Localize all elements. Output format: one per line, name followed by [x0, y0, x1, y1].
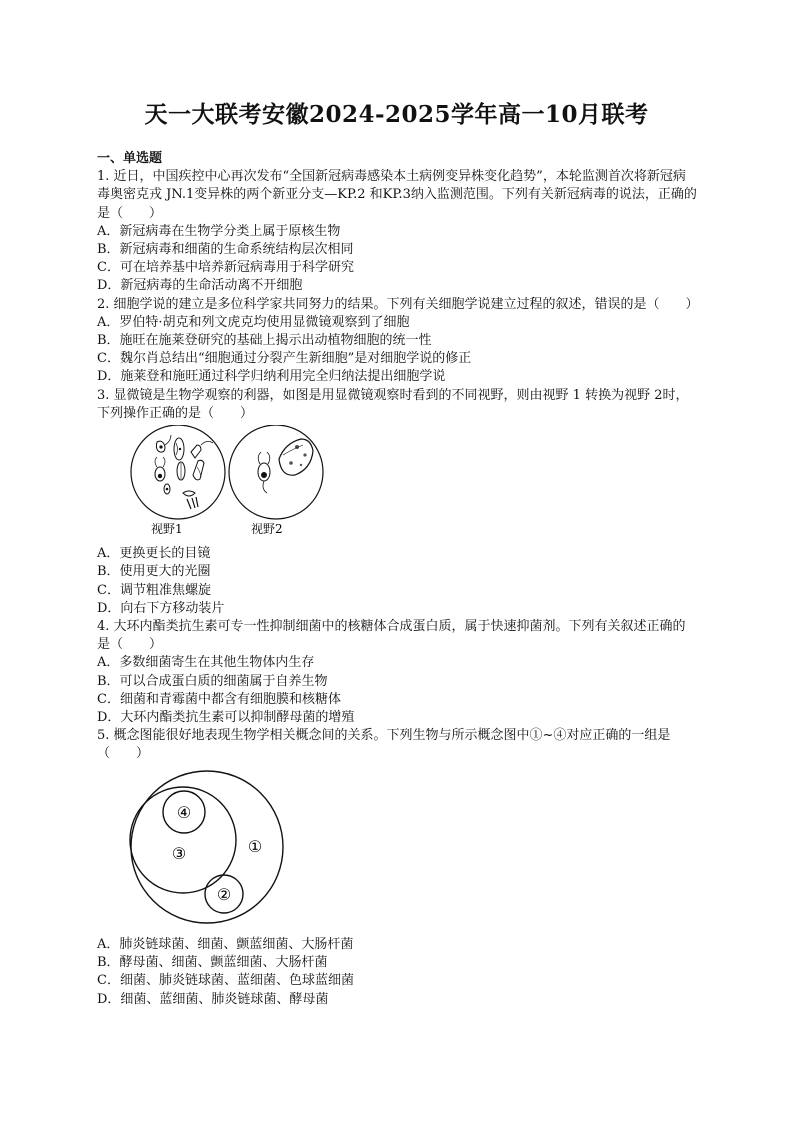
question-stem: 2. 细胞学说的建立是多位科学家共同努力的结果。下列有关细胞学说建立过程的叙述，错误的是（ ）	[97, 296, 699, 312]
option-b: B．使用更大的光圈	[97, 564, 211, 580]
option-b: B．可以合成蛋白质的细菌属于自养生物	[97, 673, 328, 689]
option-c: C．可在培养基中培养新冠病毒用于科学研究	[97, 260, 354, 276]
concept-label-1: ①	[247, 836, 263, 856]
microscope-fields-figure	[97, 425, 337, 537]
field-label-1: 视野1	[151, 522, 183, 537]
option-c: C．细菌和青霉菌中都含有细胞膜和核糖体	[97, 691, 341, 707]
question-stem: 3. 显微镜是生物学观察的利器，如图是用显微镜观察时看到的不同视野，则由视野 1 转换为视野 2时，下列操作正确的是（ ）	[97, 387, 689, 421]
cell-sketch-leaf-cell	[193, 460, 204, 480]
question-3	[97, 387, 697, 618]
cell-sketch-euglena	[156, 435, 171, 452]
question-4	[97, 618, 697, 727]
question-5	[97, 727, 697, 1008]
section-heading: 一、单选题	[97, 151, 163, 166]
option-b: B．酵母菌、细菌、颤蓝细菌、大肠杆菌	[97, 955, 328, 971]
question-stem: 5. 概念图能很好地表现生物学相关概念间的关系。下列生物与所示概念图中①~④对应正确的一组是（ ）	[97, 728, 671, 762]
question-2	[97, 296, 697, 387]
exam-content	[97, 150, 697, 1009]
concept-map-figure	[97, 766, 297, 928]
cell-sketch-small	[164, 484, 170, 494]
option-d: D．新冠病毒的生命活动离不开细胞	[97, 278, 303, 294]
cell-sketch-paramecium-large	[279, 439, 313, 475]
field-of-view-1	[131, 425, 225, 519]
question-1	[97, 168, 697, 295]
option-c: C．细菌、肺炎链球菌、蓝细菌、色球蓝细菌	[97, 973, 354, 989]
option-a: A．更换更长的目镜	[97, 546, 211, 562]
option-a: A．多数细菌寄生在其他生物体内生存	[97, 655, 315, 671]
option-b: B．新冠病毒和细菌的生命系统结构层次相同	[97, 242, 354, 258]
field-of-view-2	[229, 425, 323, 519]
option-a: A．肺炎链球菌、细菌、颤蓝细菌、大肠杆菌	[97, 936, 354, 952]
question-stem: 4. 大环内酯类抗生素可专一性抑制细菌中的核糖体合成蛋白质，属于快速抑菌剂。下列有关叙述正确的是（ ）	[97, 619, 686, 653]
cell-sketch-chlamydomonas	[155, 457, 165, 481]
concept-label-4: ④	[176, 802, 192, 822]
concept-label-2: ②	[216, 884, 232, 904]
option-d: D．细菌、蓝细菌、肺炎链球菌、酵母菌	[97, 991, 329, 1007]
cell-sketch-chlamydomonas-large	[258, 452, 270, 493]
option-c: C．魏尔肖总结出“细胞通过分裂产生新细胞”是对细胞学说的修正	[97, 351, 472, 367]
page-title: 天一大联考安徽2024-2025学年高一10月联考	[144, 101, 649, 128]
option-d: D．大环内酯类抗生素可以抑制酵母菌的增殖	[97, 710, 355, 726]
cell-sketch-chain	[183, 491, 198, 509]
option-a: A．罗伯特·胡克和列文虎克均使用显微镜观察到了细胞	[97, 314, 410, 330]
field-label-2: 视野2	[251, 522, 283, 537]
concept-label-3: ③	[171, 843, 187, 863]
option-d: D．向右下方移动装片	[97, 600, 225, 616]
option-b: B．施旺在施莱登研究的基础上揭示出动植物细胞的统一性	[97, 333, 432, 349]
option-d: D．施莱登和施旺通过科学归纳利用完全归纳法提出细胞学说	[97, 369, 446, 385]
cell-sketch-rod	[177, 462, 185, 480]
option-a: A．新冠病毒在生物学分类上属于原核生物	[97, 223, 341, 239]
question-stem: 1. 近日，中国疾控中心再次发布“全国新冠病毒感染本土病例变异株变化趋势”，本轮监测首次将新冠病毒奥密克戎 JN.1变异株的两个新亚分支—KP.2 和KP.3纳入监测范围。下列有关新冠病毒的说法，正确的是（ ）	[97, 169, 697, 221]
option-c: C．调节粗准焦螺旋	[97, 582, 211, 598]
cell-sketch-paramecium	[174, 438, 184, 460]
cell-sketch-flagellate	[191, 441, 213, 458]
